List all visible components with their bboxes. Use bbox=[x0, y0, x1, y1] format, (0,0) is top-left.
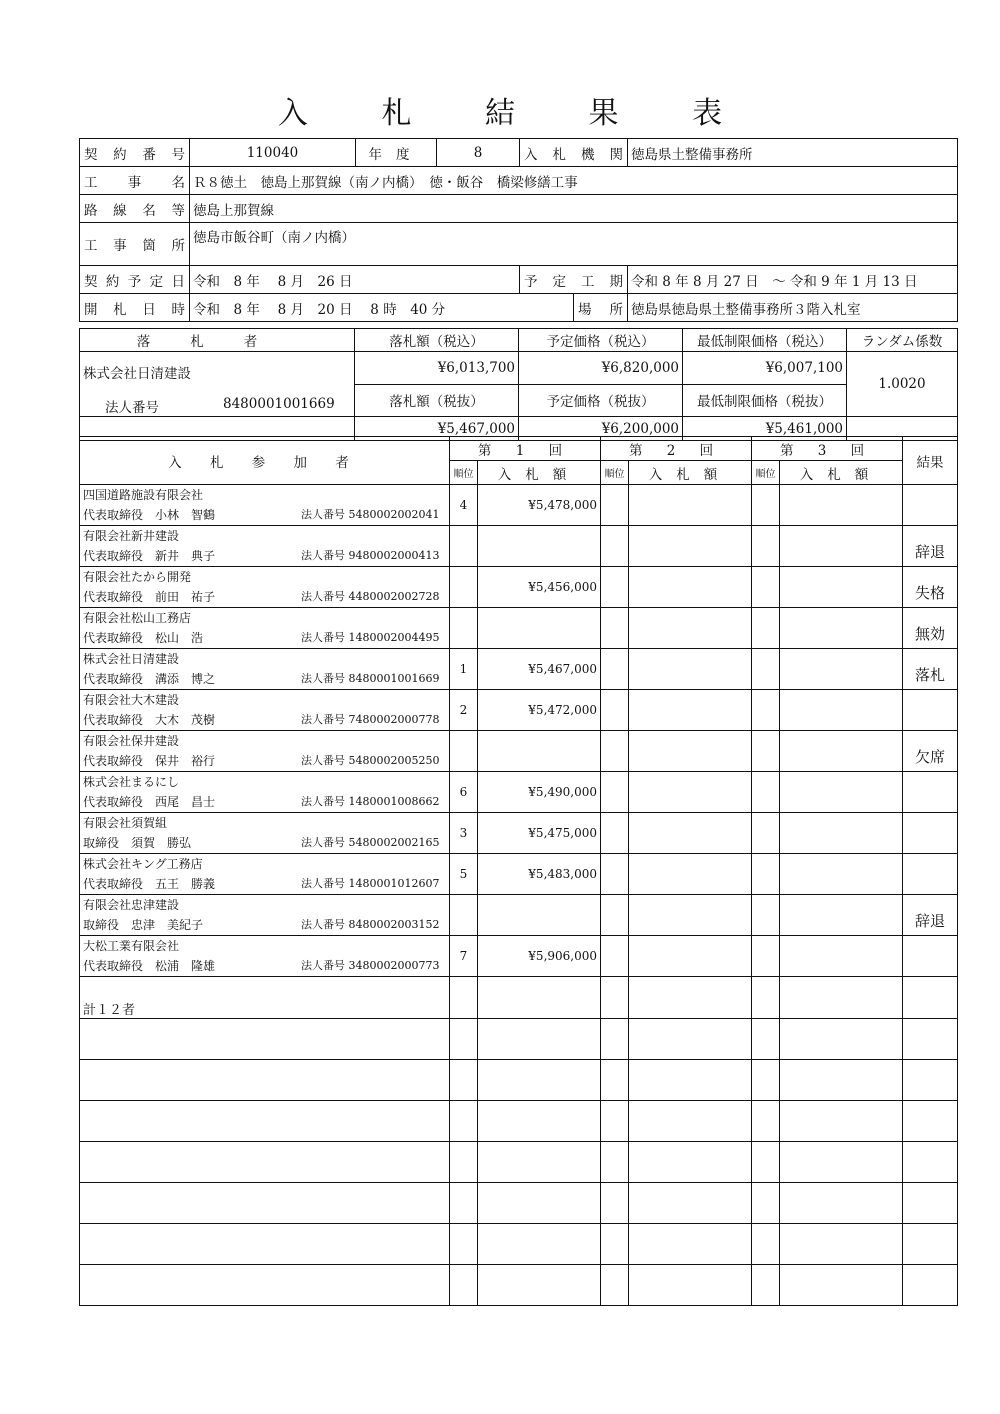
bid-amount bbox=[478, 895, 601, 936]
bid-rank bbox=[450, 731, 478, 772]
agency: 徳島県土整備事務所 bbox=[628, 139, 958, 167]
place-label: 場所 bbox=[574, 294, 628, 322]
bid-result bbox=[903, 813, 958, 854]
bid-amount bbox=[478, 526, 601, 567]
result-header: 結果 bbox=[903, 437, 958, 485]
planned-incl-label: 予定価格（税込） bbox=[519, 329, 683, 352]
bidder-representative: 代表取締役 新井 典子 bbox=[83, 549, 216, 563]
location-label: 工事箇所 bbox=[80, 223, 190, 266]
corp-no: 9480002000413 bbox=[348, 549, 440, 562]
blank-row bbox=[80, 1060, 958, 1101]
winner-label: 落札者 bbox=[80, 329, 355, 352]
bidder-cell bbox=[80, 813, 450, 854]
table-row bbox=[80, 772, 958, 813]
table-row bbox=[80, 936, 958, 977]
bid-result bbox=[903, 772, 958, 813]
bidder-representative: 代表取締役 西尾 昌士 bbox=[83, 795, 216, 809]
blank-row bbox=[80, 1224, 958, 1265]
year-label: 年度 bbox=[356, 139, 437, 167]
amount-header: 入札額 bbox=[780, 461, 903, 485]
bid-rank: 5 bbox=[450, 854, 478, 895]
corp-no: 5480002002165 bbox=[348, 836, 440, 849]
bid-rank bbox=[450, 895, 478, 936]
bid-result bbox=[903, 854, 958, 895]
corp-no-label: 法人番号 bbox=[301, 549, 345, 562]
table-row bbox=[80, 608, 958, 649]
winner-cell bbox=[80, 352, 355, 417]
bidder-cell bbox=[80, 567, 450, 608]
winner-corp-label: 法人番号 bbox=[105, 400, 159, 416]
contract-info-table bbox=[79, 138, 958, 322]
bidder-cell bbox=[80, 485, 450, 526]
table-row bbox=[80, 485, 958, 526]
bidder-cell bbox=[80, 649, 450, 690]
bid-amount: ¥5,456,000 bbox=[478, 567, 601, 608]
bid-amount: ¥5,478,000 bbox=[478, 485, 601, 526]
planned-excl: ¥6,200,000 bbox=[519, 417, 683, 441]
bidder-representative: 代表取締役 保井 裕行 bbox=[83, 754, 216, 768]
corp-no-label: 法人番号 bbox=[301, 713, 345, 726]
bid-amount bbox=[478, 731, 601, 772]
corp-no: 4480002002728 bbox=[348, 590, 440, 603]
round2-header: 第 2 回 bbox=[601, 437, 752, 461]
planned-incl: ¥6,820,000 bbox=[519, 352, 683, 385]
bidder-representative: 代表取締役 前田 祐子 bbox=[83, 590, 216, 604]
work-name: Ｒ８徳土 徳島上那賀線（南ノ内橋） 徳・飯谷 橋梁修繕工事 bbox=[190, 167, 958, 195]
table-row bbox=[80, 526, 958, 567]
bid-result: 欠席 bbox=[903, 731, 958, 772]
page-title: 入 札 結 果 表 bbox=[277, 96, 755, 131]
opening-place: 徳島県徳島県土整備事務所３階入札室 bbox=[628, 294, 958, 322]
corp-no-label: 法人番号 bbox=[301, 918, 345, 931]
contract-no: 110040 bbox=[190, 139, 356, 167]
bid-amount: ¥5,490,000 bbox=[478, 772, 601, 813]
bid-result: 辞退 bbox=[903, 895, 958, 936]
bid-result: 失格 bbox=[903, 567, 958, 608]
period-label: 予定工期 bbox=[520, 266, 628, 294]
bidder-representative: 代表取締役 松山 浩 bbox=[83, 631, 204, 645]
rank-header: 順位 bbox=[450, 461, 478, 485]
bid-incl-label: 落札額（税込） bbox=[355, 329, 519, 352]
bidder-cell bbox=[80, 895, 450, 936]
bidder-representative: 代表取締役 小林 智鶴 bbox=[83, 508, 216, 522]
corp-no-label: 法人番号 bbox=[301, 508, 345, 521]
bidder-cell bbox=[80, 690, 450, 731]
bid-rank bbox=[450, 567, 478, 608]
bidder-company: 有限会社保井建設 bbox=[83, 734, 180, 748]
total-count: 計１２者 bbox=[80, 977, 450, 1019]
corp-no-label: 法人番号 bbox=[301, 631, 345, 644]
winner-corp-no: 8480001001669 bbox=[223, 396, 335, 412]
rank-header: 順位 bbox=[752, 461, 780, 485]
bid-amount: ¥5,483,000 bbox=[478, 854, 601, 895]
random-coefficient: 1.0020 bbox=[847, 352, 958, 417]
winner-table bbox=[79, 328, 958, 441]
bidder-representative: 取締役 須賀 勝弘 bbox=[83, 836, 192, 850]
corp-no: 7480002000778 bbox=[348, 713, 440, 726]
corp-no-label: 法人番号 bbox=[301, 590, 345, 603]
bidder-representative: 代表取締役 五王 勝義 bbox=[83, 877, 216, 891]
bidder-company: 有限会社忠津建設 bbox=[83, 898, 180, 912]
table-row bbox=[80, 567, 958, 608]
corp-no: 8480001001669 bbox=[348, 672, 440, 685]
bid-excl-label: 落札額（税抜） bbox=[355, 384, 519, 417]
work-period: 令和 8 年 8 月 27 日 ～ 令和 9 年 1 月 13 日 bbox=[628, 266, 958, 294]
bidder-company: 有限会社須賀組 bbox=[83, 816, 168, 830]
min-excl-label: 最低制限価格（税抜） bbox=[683, 384, 847, 417]
bidder-representative: 代表取締役 大木 茂樹 bbox=[83, 713, 216, 727]
table-row bbox=[80, 813, 958, 854]
bid-rank: 4 bbox=[450, 485, 478, 526]
bid-result bbox=[903, 936, 958, 977]
bid-rank: 1 bbox=[450, 649, 478, 690]
corp-no: 1480001008662 bbox=[348, 795, 440, 808]
corp-no-label: 法人番号 bbox=[301, 795, 345, 808]
corp-no-label: 法人番号 bbox=[301, 754, 345, 767]
planned-excl-label: 予定価格（税抜） bbox=[519, 384, 683, 417]
corp-no: 1480001012607 bbox=[348, 877, 440, 890]
bidder-company: 有限会社新井建設 bbox=[83, 529, 180, 543]
min-excl: ¥5,461,000 bbox=[683, 417, 847, 441]
bidder-company: 四国道路施設有限会社 bbox=[83, 488, 204, 502]
route-label: 路線名等 bbox=[80, 195, 190, 223]
work-location: 徳島市飯谷町（南ノ内橋） bbox=[190, 223, 958, 266]
table-row bbox=[80, 690, 958, 731]
table-row bbox=[80, 649, 958, 690]
random-label: ランダム係数 bbox=[847, 329, 958, 352]
bidder-cell bbox=[80, 608, 450, 649]
corp-no-label: 法人番号 bbox=[301, 836, 345, 849]
corp-no: 3480002000773 bbox=[348, 959, 440, 972]
bidder-cell bbox=[80, 854, 450, 895]
bid-result: 落札 bbox=[903, 649, 958, 690]
agency-label: 入札機関 bbox=[520, 139, 628, 167]
table-row bbox=[80, 731, 958, 772]
min-incl: ¥6,007,100 bbox=[683, 352, 847, 385]
corp-no: 8480002003152 bbox=[348, 918, 440, 931]
contract-date-label: 契約予定日 bbox=[80, 266, 190, 294]
bidder-company: 大松工業有限会社 bbox=[83, 939, 180, 953]
bidder-cell bbox=[80, 526, 450, 567]
contract-no-label: 契約番号 bbox=[80, 139, 190, 167]
bid-rank: 3 bbox=[450, 813, 478, 854]
bid-rank: 2 bbox=[450, 690, 478, 731]
bids-table bbox=[79, 436, 958, 1306]
amount-header: 入札額 bbox=[629, 461, 752, 485]
corp-no: 5480002005250 bbox=[348, 754, 440, 767]
corp-no-label: 法人番号 bbox=[301, 877, 345, 890]
bid-rank bbox=[450, 526, 478, 567]
bid-excl: ¥5,467,000 bbox=[355, 417, 519, 441]
blank-row bbox=[80, 1183, 958, 1224]
blank-row bbox=[80, 1142, 958, 1183]
blank-row bbox=[80, 1101, 958, 1142]
bidder-cell bbox=[80, 731, 450, 772]
bid-amount bbox=[478, 608, 601, 649]
blank-row bbox=[80, 1019, 958, 1060]
blank-row bbox=[80, 1265, 958, 1306]
round1-header: 第 1 回 bbox=[450, 437, 601, 461]
winner-name: 株式会社日清建設 bbox=[83, 366, 191, 382]
bidder-representative: 代表取締役 松浦 隆雄 bbox=[83, 959, 216, 973]
bid-amount: ¥5,472,000 bbox=[478, 690, 601, 731]
bid-rank: 6 bbox=[450, 772, 478, 813]
rank-header: 順位 bbox=[601, 461, 629, 485]
corp-no-label: 法人番号 bbox=[301, 672, 345, 685]
bidder-company: 有限会社松山工務店 bbox=[83, 611, 192, 625]
table-row bbox=[80, 895, 958, 936]
participants-header: 入 札 参 加 者 bbox=[80, 437, 450, 485]
bidder-company: 株式会社まるにし bbox=[83, 775, 180, 789]
round3-header: 第 3 回 bbox=[752, 437, 903, 461]
bid-rank: 7 bbox=[450, 936, 478, 977]
bid-result bbox=[903, 690, 958, 731]
bidder-cell bbox=[80, 936, 450, 977]
table-row bbox=[80, 854, 958, 895]
bidder-representative: 取締役 忠津 美紀子 bbox=[83, 918, 204, 932]
bidder-company: 有限会社大木建設 bbox=[83, 693, 180, 707]
bid-result: 無効 bbox=[903, 608, 958, 649]
bidder-representative: 代表取締役 溝添 博之 bbox=[83, 672, 216, 686]
corp-no: 5480002002041 bbox=[348, 508, 440, 521]
bid-result: 辞退 bbox=[903, 526, 958, 567]
opening-label: 開札日時 bbox=[80, 294, 190, 322]
contract-date: 令和 8 年 8 月 26 日 bbox=[190, 266, 520, 294]
bid-amount: ¥5,467,000 bbox=[478, 649, 601, 690]
corp-no-label: 法人番号 bbox=[301, 959, 345, 972]
bid-rank bbox=[450, 608, 478, 649]
opening-datetime: 令和 8 年 8 月 20 日 8 時 40 分 bbox=[190, 294, 574, 322]
route-name: 徳島上那賀線 bbox=[190, 195, 958, 223]
bidder-company: 有限会社たから開発 bbox=[83, 570, 192, 584]
bidder-cell bbox=[80, 772, 450, 813]
work-name-label: 工事名 bbox=[80, 167, 190, 195]
min-incl-label: 最低制限価格（税込） bbox=[683, 329, 847, 352]
bid-result bbox=[903, 485, 958, 526]
bid-incl: ¥6,013,700 bbox=[355, 352, 519, 385]
bid-amount: ¥5,475,000 bbox=[478, 813, 601, 854]
bidder-company: 株式会社日清建設 bbox=[83, 652, 180, 666]
bid-amount: ¥5,906,000 bbox=[478, 936, 601, 977]
amount-header: 入札額 bbox=[478, 461, 601, 485]
corp-no: 1480002004495 bbox=[348, 631, 440, 644]
year: 8 bbox=[437, 139, 520, 167]
bidder-company: 株式会社キング工務店 bbox=[83, 857, 203, 871]
